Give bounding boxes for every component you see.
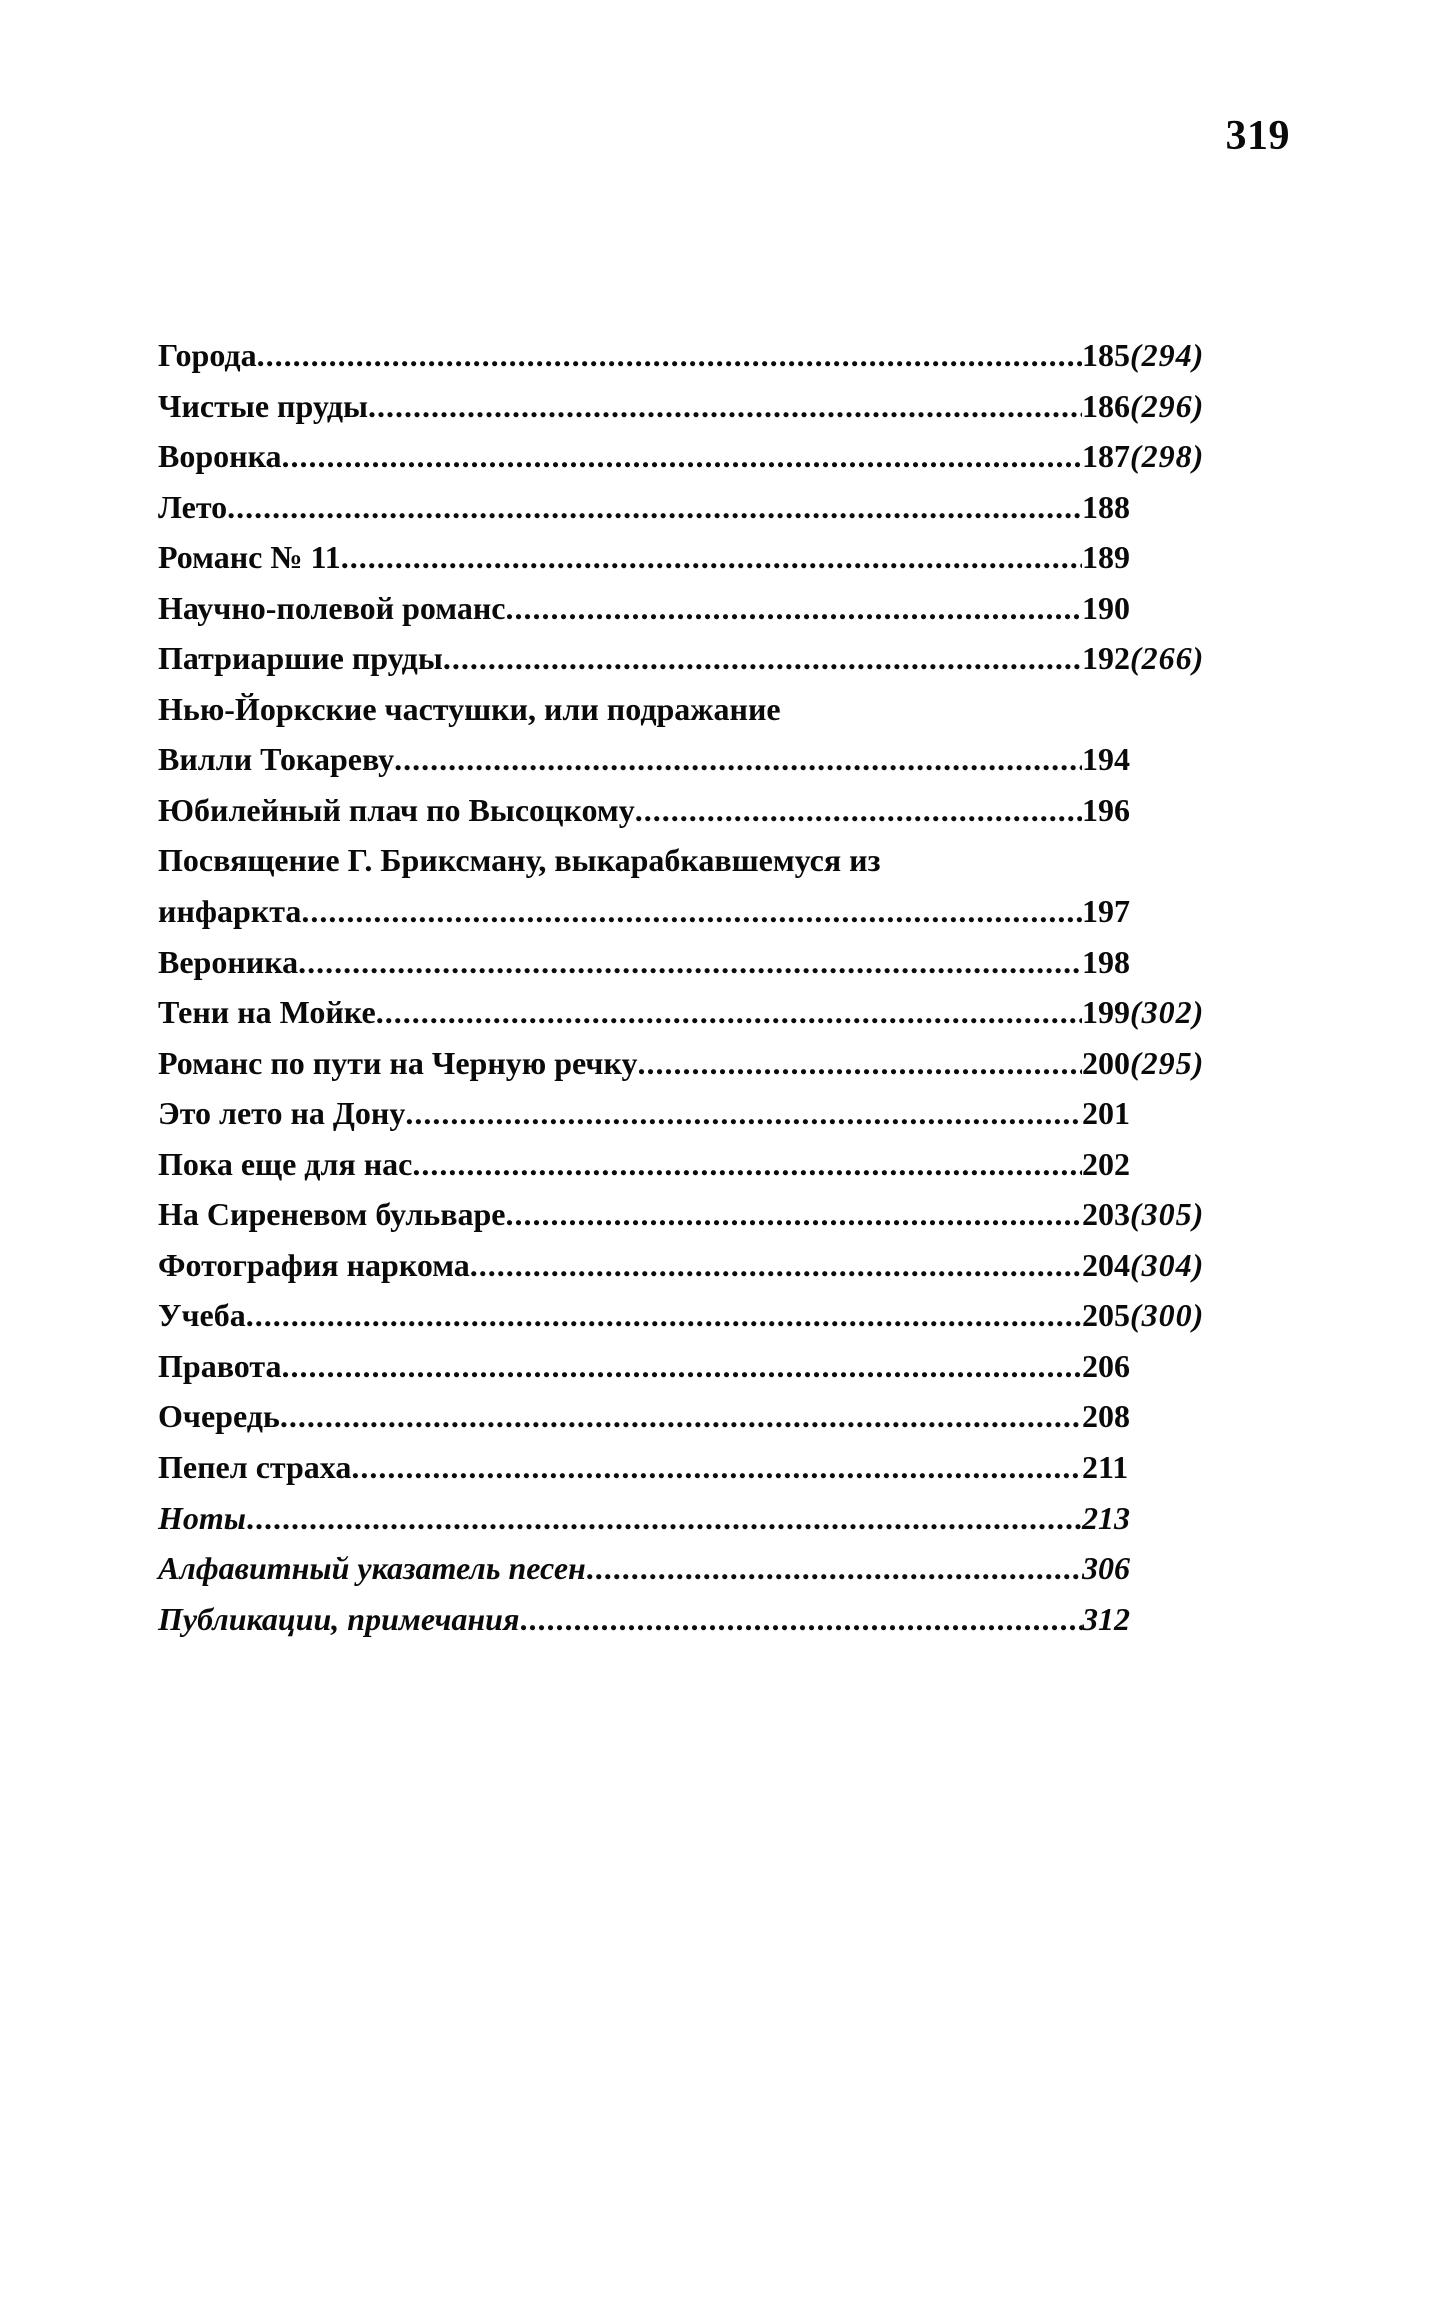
toc-entry-title: Фотография наркома <box>158 1246 470 1283</box>
toc-entry-title: Патриаршие пруды <box>158 640 443 677</box>
toc-entry <box>158 1139 1298 1190</box>
toc-entry <box>158 1594 1298 1645</box>
toc-entry <box>158 633 1298 684</box>
toc-entry <box>158 1442 1298 1493</box>
toc-entry-title: На Сиреневом бульваре <box>158 1196 506 1233</box>
toc-entry <box>158 583 1298 634</box>
toc-entry-alt-page: (294) <box>1130 337 1205 373</box>
dot-leader <box>227 482 1082 533</box>
toc-entry-page: 213 <box>1082 1499 1130 1536</box>
toc-entry-title: Публикации, примечания <box>158 1600 520 1637</box>
toc-entry-page: 203 <box>1082 1196 1130 1233</box>
toc-entry <box>158 1088 1298 1139</box>
toc-entry-title: Вилли Токареву <box>158 741 395 778</box>
page-number: 319 <box>1225 113 1290 159</box>
dot-leader <box>635 785 1082 836</box>
toc-entry-alt-page: (302) <box>1130 994 1205 1031</box>
toc-entry <box>158 1240 1298 1291</box>
toc-entry <box>158 431 1298 482</box>
dot-leader <box>519 1594 1082 1645</box>
toc-entry-title: Алфавитный указатель песен <box>158 1550 586 1587</box>
toc-entry-page: 190 <box>1082 589 1130 626</box>
toc-entry-page: 208 <box>1082 1398 1130 1435</box>
toc-entry-page: 199 <box>1082 994 1130 1031</box>
toc-entry-page: 202 <box>1082 1145 1130 1182</box>
toc-entry-title: Это лето на Дону <box>158 1095 406 1132</box>
toc-entry-page: 200 <box>1082 1044 1130 1081</box>
toc-entry-title-first-line: Нью-Йоркские частушки, или подражание <box>158 690 781 727</box>
dot-leader <box>586 1543 1082 1594</box>
toc-entry <box>158 1290 1298 1341</box>
toc-entry-title: Пока еще для нас <box>158 1145 413 1182</box>
toc-entry-alt-page: (305) <box>1130 1196 1205 1233</box>
toc-entry <box>158 381 1298 432</box>
toc-entry-title: Чистые пруды <box>158 387 368 424</box>
toc-entry-alt-page: (266) <box>1130 640 1205 677</box>
toc-entry-title: Воронка <box>158 438 282 475</box>
toc-entry <box>158 1341 1298 1392</box>
toc-entry-page: 211 <box>1082 1449 1129 1486</box>
dot-leader <box>505 583 1082 634</box>
toc-entry-title: Пепел страха <box>158 1449 352 1486</box>
dot-leader <box>376 987 1082 1038</box>
toc-entry-title: Вероника <box>158 943 299 980</box>
toc-entry <box>158 734 1298 785</box>
table-of-contents <box>158 330 1298 1644</box>
toc-entry-title-line-1 <box>158 684 1298 735</box>
toc-entry <box>158 532 1298 583</box>
toc-entry-title: Правота <box>158 1347 282 1384</box>
toc-entry <box>158 330 1298 381</box>
toc-entry-title: Очередь <box>158 1398 280 1435</box>
toc-entry-page: 187 <box>1082 438 1130 475</box>
toc-entry-page: 185 <box>1082 337 1130 373</box>
toc-entry-page: 312 <box>1082 1600 1130 1637</box>
toc-entry-alt-page: (300) <box>1130 1297 1205 1334</box>
toc-entry-page: 201 <box>1082 1095 1130 1132</box>
dot-leader <box>394 734 1082 785</box>
toc-entry-title: Учеба <box>158 1297 246 1334</box>
dot-leader <box>368 381 1082 432</box>
toc-entry-page: 189 <box>1082 539 1130 576</box>
dot-leader <box>298 937 1082 988</box>
toc-entry-alt-page: (298) <box>1130 438 1205 475</box>
toc-entry-page: 198 <box>1082 943 1130 980</box>
toc-entry <box>158 1493 1298 1544</box>
toc-entry-page: 206 <box>1082 1347 1130 1384</box>
toc-entry-page: 188 <box>1082 488 1130 525</box>
dot-leader <box>505 1189 1082 1240</box>
dot-leader <box>301 886 1082 937</box>
dot-leader <box>470 1240 1082 1291</box>
toc-entry-title: Ноты <box>158 1499 246 1536</box>
toc-entry <box>158 937 1298 988</box>
dot-leader <box>443 633 1082 684</box>
toc-entry-title: Тени на Мойке <box>158 994 376 1031</box>
toc-entry <box>158 482 1298 533</box>
toc-entry-title: Лето <box>158 488 228 525</box>
dot-leader <box>246 1290 1082 1341</box>
toc-entry <box>158 1543 1298 1594</box>
toc-entry <box>158 1038 1298 1089</box>
toc-entry-title-line-1 <box>158 835 1298 886</box>
dot-leader <box>257 330 1082 381</box>
toc-entry-title: Юбилейный плач по Высоцкому <box>158 791 635 828</box>
toc-entry <box>158 1391 1298 1442</box>
dot-leader <box>281 1341 1082 1392</box>
dot-leader <box>351 1442 1082 1493</box>
toc-entry-page: 197 <box>1082 893 1130 930</box>
toc-entry <box>158 1189 1298 1240</box>
dot-leader <box>412 1139 1082 1190</box>
toc-entry-title: Научно-полевой романс <box>158 589 506 626</box>
toc-entry <box>158 785 1298 836</box>
toc-entry-page: 205 <box>1082 1297 1130 1334</box>
toc-entry-page: 306 <box>1082 1550 1130 1587</box>
dot-leader <box>280 1391 1082 1442</box>
toc-entry-page: 196 <box>1082 791 1130 828</box>
toc-entry-page: 186 <box>1082 387 1130 424</box>
toc-entry-page: 204 <box>1082 1246 1130 1283</box>
toc-entry-title: инфаркта <box>158 893 302 930</box>
toc-entry-title: Города <box>158 337 257 373</box>
toc-entry <box>158 886 1298 937</box>
toc-entry-title: Романс № 11 <box>158 539 341 576</box>
toc-entry-alt-page: (296) <box>1130 387 1205 424</box>
toc-entry-alt-page: (304) <box>1130 1246 1205 1283</box>
toc-entry <box>158 987 1298 1038</box>
toc-entry-page: 194 <box>1082 741 1130 778</box>
dot-leader <box>282 431 1082 482</box>
toc-entry-page: 192 <box>1082 640 1130 677</box>
toc-entry-title-first-line: Посвящение Г. Бриксману, выкарабкавшемуся из <box>158 842 881 879</box>
dot-leader <box>405 1088 1082 1139</box>
dot-leader <box>341 532 1082 583</box>
toc-entry-alt-page: (295) <box>1130 1044 1205 1081</box>
dot-leader <box>637 1038 1082 1089</box>
dot-leader <box>246 1493 1082 1544</box>
toc-entry-title: Романс по пути на Черную речку <box>158 1044 638 1081</box>
